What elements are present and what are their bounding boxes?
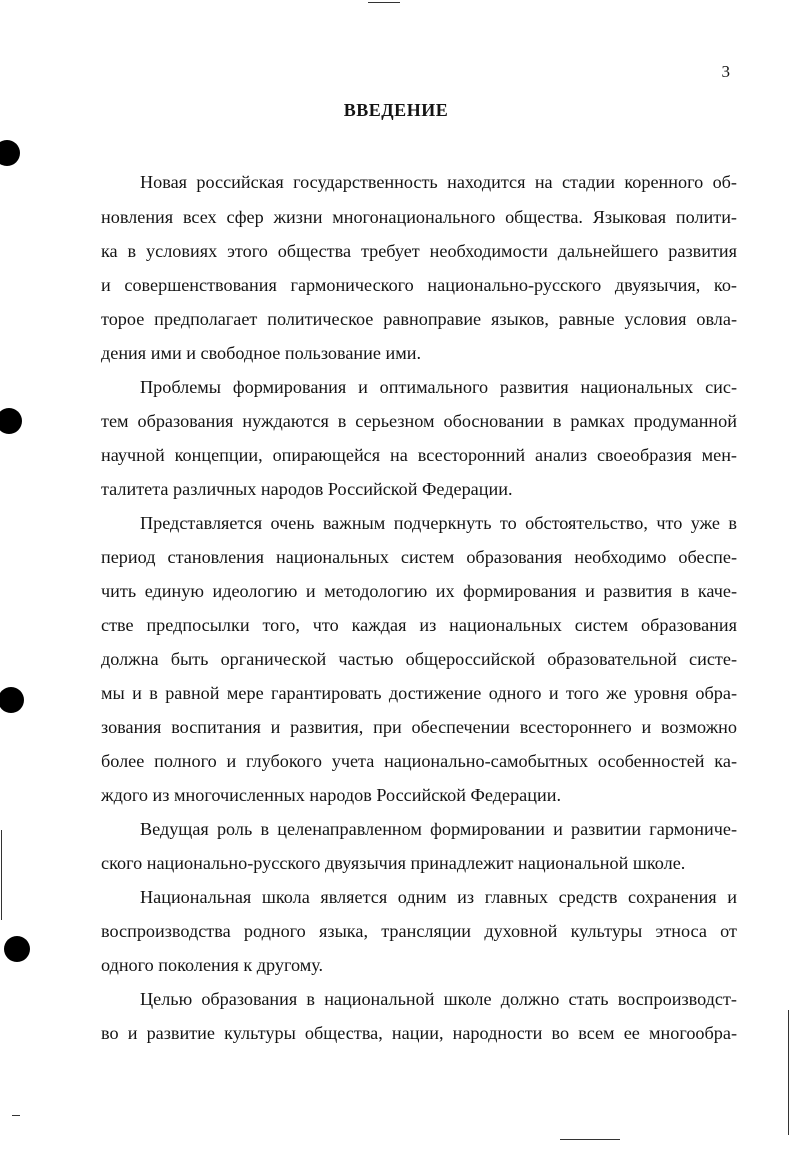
text-line: мы и в равной мере гарантировать достижение одного и того же уровня обра- [101, 683, 737, 703]
text-line: во и развитие культуры общества, нации, народности во всем ее многообра- [101, 1023, 737, 1043]
punch-hole-mark [0, 687, 24, 713]
text-line: воспроизводства родного языка, трансляции духовной культуры этноса от [101, 921, 737, 941]
text-line: Ведущая роль в целенаправленном формировании и развитии гармониче- [140, 819, 737, 839]
text-line: торое предполагает политическое равноправие языков, равные условия овла- [101, 309, 737, 329]
scan-edge-line [560, 1139, 620, 1140]
scan-edge-line [1, 830, 2, 920]
text-line: период становления национальных систем образования необходимо обеспе- [101, 547, 737, 567]
scan-edge-line [12, 1115, 20, 1116]
text-line: ка в условиях этого общества требует необходимости дальнейшего развития [101, 241, 737, 261]
text-line: Новая российская государственность находится на стадии коренного об- [140, 172, 737, 192]
text-line: научной концепции, опирающейся на всесторонний анализ своеобразия мен- [101, 445, 737, 465]
text-line: новления всех сфер жизни многонационального общества. Языковая полити- [101, 207, 737, 227]
section-title: ВВЕДЕНИЕ [343, 100, 449, 120]
text-line: тем образования нуждаются в серьезном обосновании в рамках продуманной [101, 411, 737, 431]
text-line: талитета различных народов Российской Федерации. [101, 479, 513, 499]
page-number: 3 [721, 62, 730, 81]
text-line: ждого из многочисленных народов Российской Федерации. [101, 785, 561, 805]
text-line: зования воспитания и развития, при обеспечении всестороннего и возможно [101, 717, 737, 737]
scan-edge-line [368, 2, 400, 3]
punch-hole-mark [0, 140, 20, 166]
scan-edge-line [788, 1010, 789, 1135]
text-line: стве предпосылки того, что каждая из национальных систем образования [101, 615, 737, 635]
text-line: и совершенствования гармонического национально-русского двуязычия, ко- [101, 275, 737, 295]
text-line: чить единую идеологию и методологию их формирования и развития в каче- [101, 581, 737, 601]
text-line: Представляется очень важным подчеркнуть то обстоятельство, что уже в [140, 513, 737, 533]
text-line: более полного и глубокого учета национально-самобытных особенностей ка- [101, 751, 737, 771]
text-line: одного поколения к другому. [101, 955, 324, 975]
text-line: дения ими и свободное пользование ими. [101, 343, 422, 363]
punch-hole-mark [4, 936, 30, 962]
text-line: должна быть органической частью общероссийской образовательной систе- [101, 649, 737, 669]
text-line: Национальная школа является одним из главных средств сохранения и [140, 887, 737, 907]
text-line: Проблемы формирования и оптимального развития национальных сис- [140, 377, 737, 397]
punch-hole-mark [0, 408, 22, 434]
text-line: Целью образования в национальной школе должно стать воспроизводст- [140, 989, 737, 1009]
text-line: ского национально-русского двуязычия принадлежит национальной школе. [101, 853, 686, 873]
